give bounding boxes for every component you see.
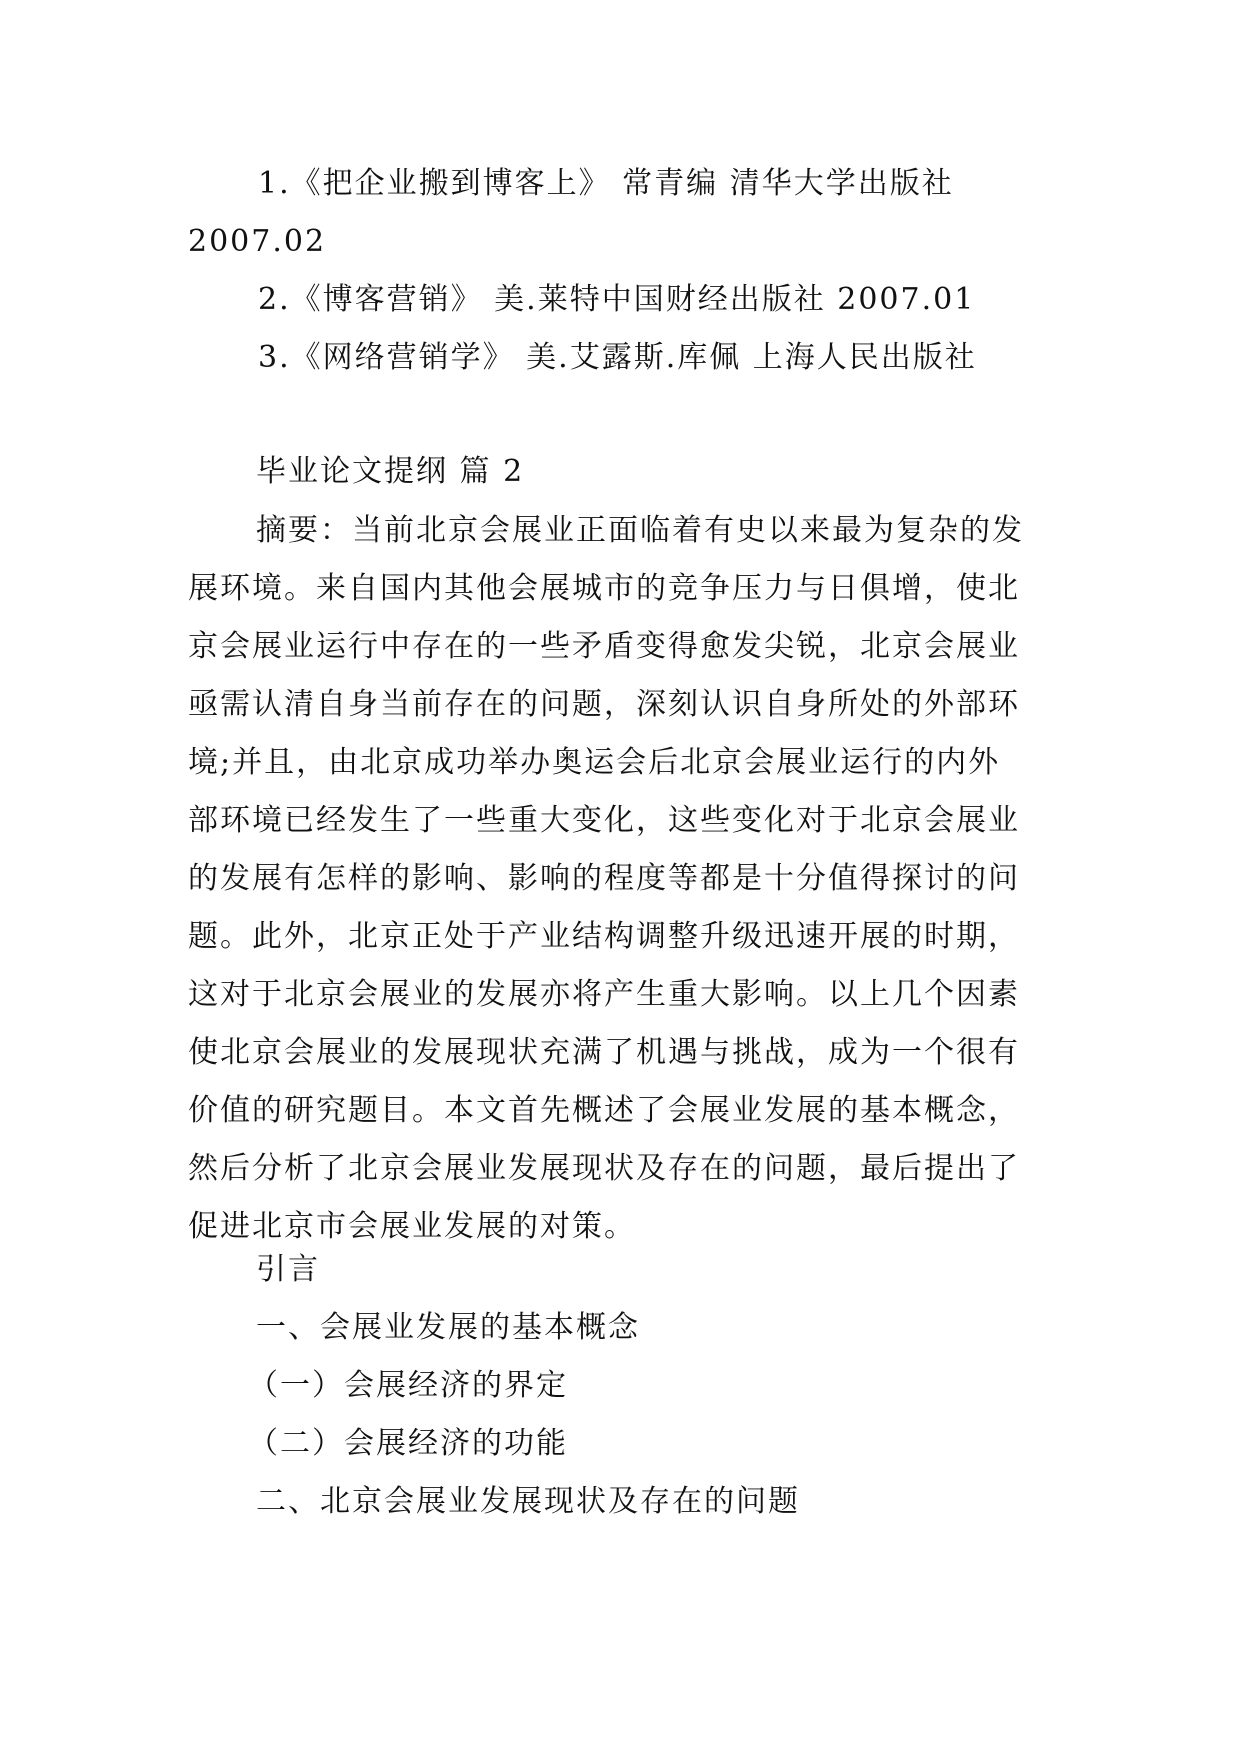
abstract-line: 部环境已经发生了一些重大变化，这些变化对于北京会展业 xyxy=(188,803,1020,838)
abstract-line: 然后分析了北京会展业发展现状及存在的问题，最后提出了 xyxy=(188,1151,1020,1186)
abstract-line: 的发展有怎样的影响、影响的程度等都是十分值得探讨的问 xyxy=(188,861,1020,896)
reference-item-2: 2.《博客营销》 美.莱特中国财经出版社 2007.01 xyxy=(258,282,976,317)
abstract-line: 摘要：当前北京会展业正面临着有史以来最为复杂的发 xyxy=(256,513,1024,548)
abstract-line: 题。此外，北京正处于产业结构调整升级迅速开展的时期， xyxy=(188,919,1020,954)
outline-section-1-sub-2: （二）会展经济的功能 xyxy=(248,1426,568,1461)
abstract-line: 价值的研究题目。本文首先概述了会展业发展的基本概念， xyxy=(188,1093,1020,1128)
abstract-line: 使北京会展业的发展现状充满了机遇与挑战，成为一个很有 xyxy=(188,1035,1020,1070)
section-heading: 毕业论文提纲 篇 2 xyxy=(256,454,525,489)
reference-item-1-continued: 2007.02 xyxy=(188,224,327,259)
abstract-line: 亟需认清自身当前存在的问题，深刻认识自身所处的外部环 xyxy=(188,687,1020,722)
outline-section-1-sub-1: （一）会展经济的界定 xyxy=(248,1368,568,1403)
reference-list xyxy=(188,155,1060,387)
abstract-line: 境;并且，由北京成功举办奥运会后北京会展业运行的内外 xyxy=(188,745,1001,780)
abstract-line: 京会展业运行中存在的一些矛盾变得愈发尖锐，北京会展业 xyxy=(188,629,1020,664)
abstract-line: 促进北京市会展业发展的对策。 xyxy=(188,1209,636,1244)
reference-item-1: 1.《把企业搬到博客上》 常青编 清华大学出版社 xyxy=(258,166,954,201)
outline-list xyxy=(188,1241,1060,1531)
abstract-paragraph xyxy=(188,502,1060,1256)
section-heading-container xyxy=(188,443,1060,501)
reference-item-3: 3.《网络营销学》 美.艾露斯.库佩 上海人民出版社 xyxy=(258,340,977,375)
abstract-line: 这对于北京会展业的发展亦将产生重大影响。以上几个因素 xyxy=(188,977,1020,1012)
outline-section-2: 二、北京会展业发展现状及存在的问题 xyxy=(256,1484,800,1519)
outline-section-1: 一、会展业发展的基本概念 xyxy=(256,1310,640,1345)
abstract-line: 展环境。来自国内其他会展城市的竞争压力与日俱增，使北 xyxy=(188,571,1020,606)
outline-intro: 引言 xyxy=(256,1252,320,1287)
